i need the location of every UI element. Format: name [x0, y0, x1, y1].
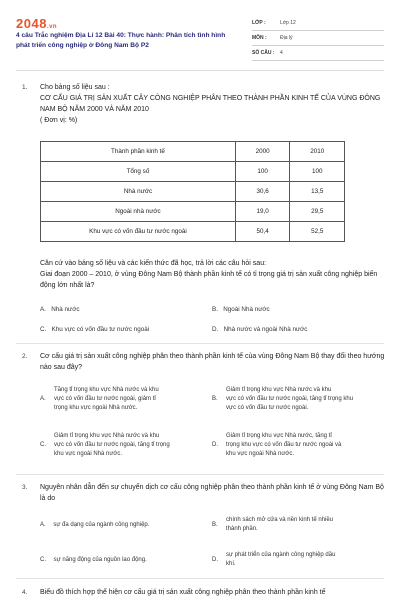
option-line: trọng khu vực ngoài Nhà nước.	[54, 405, 138, 411]
meta-row-class	[252, 16, 384, 31]
table-cell: Khu vực có vốn đầu tư nước ngoài	[41, 222, 236, 242]
question-text: Biểu đồ thích hợp thể hiện cơ cấu giá trị sản xuất công nghiệp phân theo thành phần kinh tế	[40, 589, 326, 596]
option-letter: A.	[40, 306, 46, 313]
table-cell: 52,5	[290, 222, 345, 242]
meta-row-subject	[252, 31, 384, 46]
table-header-cell: 2010	[290, 142, 345, 162]
answer-option-c[interactable]	[40, 326, 149, 333]
question-divider	[16, 343, 384, 344]
question-number: 1.	[22, 84, 28, 91]
answer-option-d[interactable]	[212, 551, 384, 569]
option-text: Ngoài Nhà nước	[223, 306, 270, 313]
table-cell: Nhà nước	[41, 182, 236, 202]
table-row	[41, 182, 345, 202]
table-cell: 100	[235, 162, 290, 182]
header-divider	[16, 70, 384, 71]
answer-option-b[interactable]	[212, 516, 384, 534]
meta-panel	[252, 16, 384, 61]
logo-text: 2048	[16, 16, 47, 31]
option-line: chính sách mở cửa và nền kinh tế nhiều	[226, 517, 334, 523]
option-letter: B.	[212, 522, 218, 528]
table-cell: Tổng số	[41, 162, 236, 182]
table-unit: ( Đơn vị: %)	[40, 117, 78, 124]
table-cell: 50,4	[235, 222, 290, 242]
table-cell: 30,6	[235, 182, 290, 202]
question-text: Nguyên nhân dẫn đến sự chuyển dịch cơ cấu công nghiệp phân theo thành phần kinh tế ở vùng Đông Nam Bộ là do	[40, 484, 384, 502]
option-line: vực có vốn đầu tư nước ngoài, tăng tỉ trọng khu	[226, 396, 354, 402]
meta-value: Địa lý	[280, 35, 293, 41]
table-row	[41, 202, 345, 222]
question-body	[40, 258, 386, 291]
answer-option-a[interactable]	[40, 521, 205, 530]
page-title: 4 câu Trắc nghiệm Địa Lí 12 Bài 40: Thực hành: Phân tích tình hình phát triển công nghiệp ở Đông Nam Bộ P2	[16, 32, 226, 49]
question-body	[40, 82, 386, 126]
table-header-cell: 2000	[235, 142, 290, 162]
table-cell: Ngoài nhà nước	[41, 202, 236, 222]
table-cell: 29,5	[290, 202, 345, 222]
option-line: khu vực ngoài Nhà nước.	[226, 451, 295, 457]
meta-value: Lớp 12	[280, 20, 296, 26]
meta-key: MÔN :	[252, 35, 267, 41]
option-line: trọng khu vực có vốn đầu tư nước ngoài và	[226, 442, 342, 448]
answer-option-a[interactable]	[40, 306, 80, 313]
question-text: Giai đoạn 2000 – 2010, ở vùng Đông Nam Bộ thành phần kinh tế có tỉ trọng giá trị sản xuất công nghiệp biến động lớn nhất là?	[40, 271, 378, 289]
option-line: sự phát triển của ngành công nghiệp dầu	[226, 552, 336, 558]
answer-option-b[interactable]	[212, 306, 270, 313]
meta-value: 4	[280, 50, 283, 56]
question-divider	[16, 578, 384, 579]
answer-option-c[interactable]	[40, 556, 205, 565]
option-line: Giảm tỉ trọng khu vực Nhà nước và khu	[54, 433, 160, 439]
option-text: Khu vực có vốn đầu tư nước ngoài	[51, 326, 150, 333]
option-line: Giảm tỉ trọng khu vực Nhà nước, tăng tỉ	[226, 433, 332, 439]
option-line: Tăng tỉ trọng khu vực Nhà nước và khu	[54, 387, 159, 393]
meta-row-count	[252, 46, 384, 61]
table-caption: CƠ CẤU GIÁ TRỊ SẢN XUẤT CÂY CÔNG NGHIỆP PHÂN THEO THÀNH PHẦN KINH TẾ CỦA VÙNG ĐÔNG NAM BỘ NĂM 2000 VÀ NĂM 2010	[40, 95, 381, 113]
meta-key: SỐ CÂU :	[252, 50, 275, 56]
page-header	[0, 0, 400, 68]
option-line: vực có vốn đầu tư nước ngoài.	[226, 405, 309, 411]
table-row	[41, 222, 345, 242]
option-line: sự năng động của nguồn lao động.	[53, 557, 147, 563]
option-letter: A.	[40, 396, 46, 402]
option-letter: D.	[212, 326, 219, 333]
answer-option-a[interactable]	[40, 386, 205, 413]
table-row	[41, 162, 345, 182]
table-header-cell: Thành phần kinh tế	[41, 142, 236, 162]
answer-option-d[interactable]	[212, 432, 384, 459]
question-prompt: Căn cứ vào bảng số liệu và các kiến thức đã học, trả lời các câu hỏi sau:	[40, 260, 267, 267]
option-letter: D.	[212, 557, 218, 563]
option-letter: C.	[40, 557, 46, 563]
table-cell: 19,0	[235, 202, 290, 222]
option-letter: C.	[40, 442, 46, 448]
option-line: thành phần.	[226, 526, 258, 532]
table-row	[41, 142, 345, 162]
option-line: Giảm tỉ trọng khu vực Nhà nước và khu	[226, 387, 332, 393]
option-letter: B.	[212, 396, 218, 402]
option-letter: B.	[212, 306, 218, 313]
option-letter: D.	[212, 442, 218, 448]
logo-suffix: .vn	[46, 24, 58, 30]
answer-option-d[interactable]	[212, 326, 307, 333]
question-text: Cơ cấu giá trị sản xuất công nghiệp phân theo thành phần kinh tế của vùng Đông Nam Bộ thay đổi theo hướng nào sau đây?	[40, 353, 385, 371]
question-number: 4.	[22, 589, 28, 596]
question-intro: Cho bảng số liệu sau :	[40, 84, 110, 91]
question-divider	[16, 474, 384, 475]
table-cell: 13,5	[290, 182, 345, 202]
table-cell: 100	[290, 162, 345, 182]
option-text: Nhà nước và ngoài Nhà nước	[223, 326, 308, 333]
option-letter: A.	[40, 522, 46, 528]
option-line: sự đa dạng của ngành công nghiệp.	[53, 522, 150, 528]
option-line: vực có vốn đầu tư nước ngoài, tăng tỉ trọng	[54, 442, 170, 448]
question-number: 2.	[22, 353, 28, 360]
option-line: khí.	[226, 561, 236, 567]
option-line: khu vực ngoài Nhà nước.	[54, 451, 123, 457]
data-table	[40, 141, 345, 242]
site-logo[interactable]	[16, 16, 57, 31]
option-letter: C.	[40, 326, 47, 333]
question-number: 3.	[22, 484, 28, 491]
meta-key: LỚP :	[252, 20, 266, 26]
answer-option-c[interactable]	[40, 432, 205, 459]
option-text: Nhà nước	[51, 306, 80, 313]
option-line: vực có vốn đầu tư nước ngoài, giảm tỉ	[54, 396, 156, 402]
answer-option-b[interactable]	[212, 386, 384, 413]
